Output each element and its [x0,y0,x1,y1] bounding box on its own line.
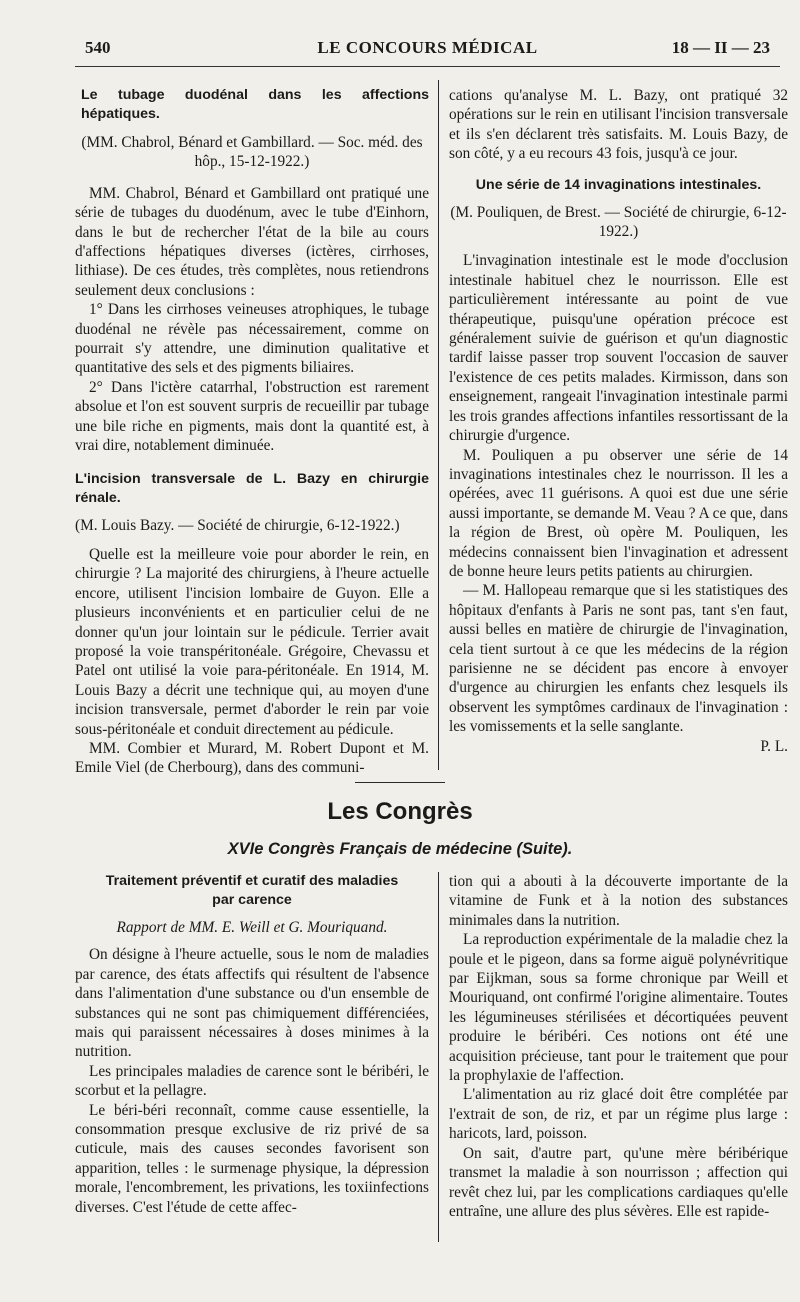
paragraph: L'invagination intestinale est le mode d'occlusion intestinale habituel chez le nourrisson. Elle est particulièrement intéressante au point de vue thérapeutique, puisqu'une opération précoce est généralement suivie de guérison et qu'un diagnostic tardif laisse passer trop souvent l'occasion de sauver l'existence de ces petits malades. Kirmisson, dans son enseignement, rangeait l'invagination intestinale parmi les trois grandes affections infantiles ressortissant de la chirurgie d'urgence. [449,252,788,445]
section-title: Les Congrès [327,798,473,825]
paragraph: Les principales maladies de carence sont le béribéri, le scorbut et la pellagre. [75,1062,429,1100]
column-divider-bottom [438,872,439,1242]
report-authors: Rapport de MM. E. Weill et G. Mouriquand. [116,919,388,936]
paragraph: — M. Hallopeau remarque que si les statistiques des hôpitaux d'enfants à Paris ne sont pas, tant s'en faut, aussi belles en matière de chirurgie de l'invagination, cela tient surtout à ce que les médecins de la région parisienne ne se décident pas encore à envoyer d'urgence au chirurgien les enfants chez lesquels ils observent les symptômes cardinaux de l'invagination : les vomissements et la selle sanglante. [449,582,788,736]
running-header [75,38,780,67]
paragraph: Quelle est la meilleure voie pour aborder le rein, en chirurgie ? La majorité des chirurgiens, à l'heure actuelle encore, utilisent l'incision lombaire de Guyon. Elle a plusieurs inconvénients et en particulier celui de ne donner qu'un jour lointain sur le pédicule. Terrier avait proposé la voie transpéritonéale. Grégoire, Chevassu et Patel ont utilisé la voie para-péritonéale. En 1914, M. Louis Bazy a décrit une technique qui, au moyen d'une incision transversale, permet d'aborder le rein par voie sous-péritonéale et conduit directement au pédicule. [75,545,429,738]
article-citation-tubage: (MM. Chabrol, Bénard et Gambillard. — Soc. méd. des hôp., 15-12-1922.) [81,134,423,171]
section-subtitle: XVIe Congrès Français de médecine (Suite). [227,840,573,858]
section-rule [355,782,445,783]
paragraph: On sait, d'autre part, qu'une mère béribérique transmet la maladie à son nourrisson ; affection qui revêt chez lui, par les complications cardiaques qu'elle entraîne, une allure des plus sévères. Elle est rapide- [449,1144,788,1220]
bottom-right-column [449,872,788,1221]
paragraph: M. Pouliquen a pu observer une série de 14 invaginations intestinales chez le nourrisson. Il les a opérées, avec 11 guérisons. A quoi est due une série aussi importante, se demande M. Veau ? A ce que, dans la région de Brest, où opère M. Pouliquen, les médecins connaissent bien l'invagination et adressent de bonne heure leurs petits patients au chirurgien. [449,446,788,580]
paragraph: tion qui a abouti à la découverte importante de la vitamine de Funk et à la notion des substances minimales dans la nutrition. [449,873,788,929]
article-citation-invaginations: (M. Pouliquen, de Brest. — Société de chirurgie, 6-12-1922.) [450,203,787,241]
article-heading-incision: L'incision transversale de L. Bazy en chirurgie rénale. [75,470,429,506]
signature: P. L. [760,737,788,755]
left-column [75,86,429,778]
paragraph: On désigne à l'heure actuelle, sous le nom de maladies par carence, des états affectifs qui résultent de l'absence dans l'alimentation d'une substance ou d'un ensemble de substances qui ne sont pas chimiquement différenciées, mais qui paraissent nécessaires à doses minimes à la nutrition. [75,946,429,1061]
report-heading: Traitement préventif et curatif des maladies par carence [105,873,399,908]
issue-date: 18 — II — 23 [671,38,770,57]
bottom-left-column [75,872,429,1217]
article-heading-invaginations: Une série de 14 invaginations intestinales. [475,176,762,193]
paragraph-continuation: cations qu'analyse M. L. Bazy, ont pratiqué 32 opérations sur le rein en utilisant l'incision transversale et ils s'en déclarent très satisfaits. M. Louis Bazy, de son côté, y a eu recours 43 fois, jusqu'à ce jour. [449,87,788,163]
article-citation-incision: (M. Louis Bazy. — Société de chirurgie, 6-12-1922.) [75,516,400,534]
paragraph: 2° Dans l'ictère catarrhal, l'obstruction est rarement absolue et l'on est souvent surpris de recueillir par tubage une bile riche en pigments, mais dont la quantité est, à vrai dire, notablement diminuée. [75,378,429,455]
paragraph: 1° Dans les cirrhoses veineuses atrophiques, le tubage duodénal ne révèle pas nécessairement, comme on pourrait s'y attendre, une diminution qualitative et quantitative des sels et des pigments biliaires. [75,301,429,377]
page-number: 540 [85,38,111,57]
paragraph: La reproduction expérimentale de la maladie chez la poule et le pigeon, dans sa forme aiguë polynévritique par Eijkman, sous sa forme chronique par Weill et Mouriquand, ont confirmé l'origine alimentaire. Toutes les légumineuses stérilisées et décortiquées peuvent produire le béribéri. Ces notions ont été une acquisition précieuse, tant pour le traitement que pour la prophylaxie de l'affection. [449,931,788,1085]
paragraph: L'alimentation au riz glacé doit être complétée par l'extrait de son, de riz, et par un régime plus large : haricots, lard, poisson. [449,1086,788,1143]
right-column [449,86,788,756]
column-divider-top [438,80,439,770]
paragraph: MM. Combier et Murard, M. Robert Dupont et M. Emile Viel (de Cherbourg), dans des communi- [75,739,429,777]
article-heading-tubage: Le tubage duodénal dans les affections hépatiques. [81,87,429,122]
journal-title: LE CONCOURS MÉDICAL [317,38,538,57]
paragraph: Le béri-béri reconnaît, comme cause essentielle, la consommation presque exclusive de riz privé de sa cuticule, mais des causes secondes favorisent son apparition, telles : le surmenage physique, la dépression morale, l'encombrement, les privations, les toxiinfections diverses. C'est l'étude de cette affec- [75,1101,429,1216]
paragraph: MM. Chabrol, Bénard et Gambillard ont pratiqué une série de tubages du duodénum, avec le tube d'Einhorn, dans le but de rechercher l'état de la bile au cours d'affections hépatiques diverses (ictères, cirrhoses, lithiase). De ces études, très complètes, nous retiendrons seulement deux conclusions : [75,184,429,299]
